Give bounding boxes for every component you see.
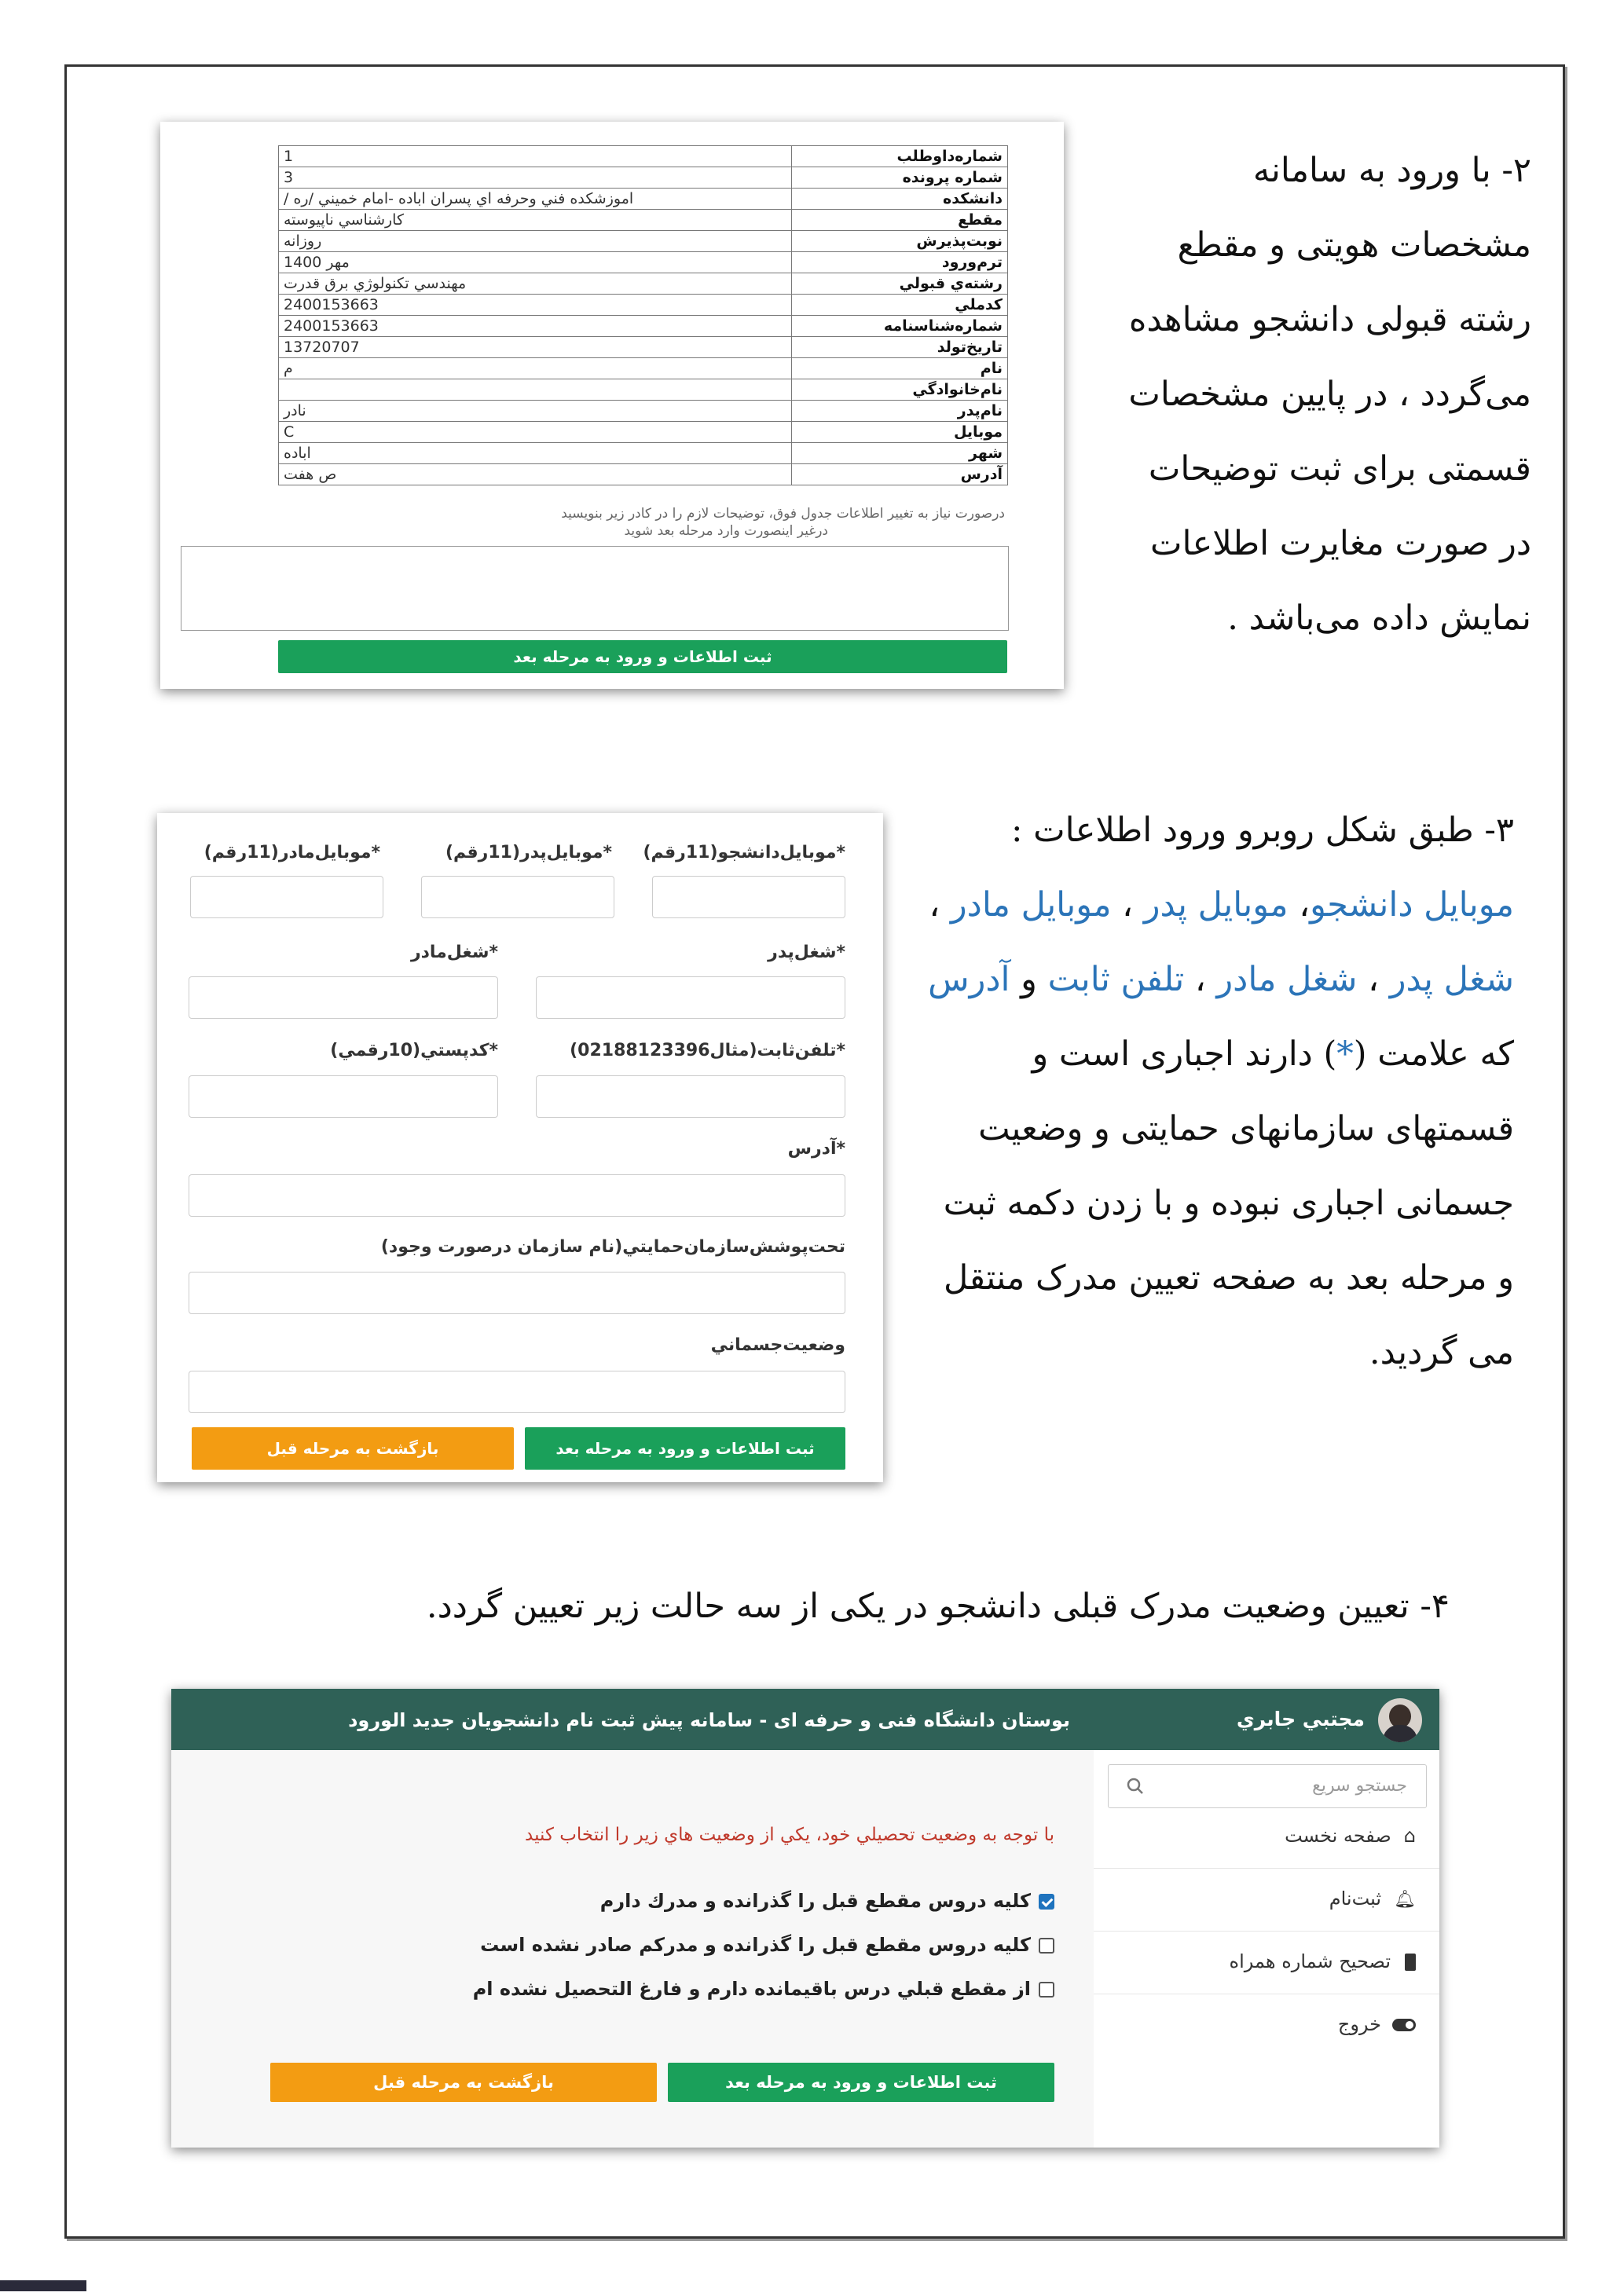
nav-item-register[interactable]	[1329, 1888, 1416, 1910]
phone-icon	[1405, 1954, 1416, 1971]
field-label: دانشکده	[792, 189, 1008, 210]
postal-code-label: *كدپستي(10رقمي)	[330, 1041, 498, 1060]
table-row	[279, 210, 1008, 231]
contact-form-screenshot	[157, 813, 883, 1482]
option-label: از مقطع قبلي درس باقيمانده دارم و فارغ التحصيل نشده ام	[472, 1978, 1031, 2000]
step3-paragraph	[928, 793, 1514, 1390]
option-completed-no-degree[interactable]	[480, 1934, 1054, 1956]
nav-label: صفحه نخست	[1285, 1825, 1391, 1847]
father-job-label: *شغل‌پدر	[768, 943, 845, 962]
table-row	[279, 422, 1008, 443]
step2-line: می‌گردد ، در پایین مشخصات	[1128, 375, 1531, 414]
field-value: ص هفت	[279, 464, 792, 485]
search-input[interactable]	[1108, 1764, 1427, 1808]
nav-item-fix-mobile[interactable]	[1230, 1950, 1416, 1972]
table-row	[279, 401, 1008, 422]
option-remaining-courses[interactable]	[473, 1978, 1054, 2000]
table-row	[279, 231, 1008, 252]
option-label: كليه دروس مقطع قبل را گذرانده و مدركم صادر نشده است	[480, 1934, 1031, 1956]
student-mobile-label: *موبايل‌دانشجو(11رقم)	[643, 843, 845, 862]
table-row	[279, 273, 1008, 295]
nav-label: ثبت‌نام	[1329, 1888, 1382, 1910]
field-value: م	[279, 358, 792, 379]
user-name: مجتبي جابري	[1236, 1708, 1365, 1730]
step3-line: و مرحله بعد به صفحه تعیین مدرک منتقل	[943, 1258, 1514, 1298]
step3-line: می گردید.	[1369, 1333, 1514, 1372]
back-button[interactable]: بازگشت به مرحله قبل	[270, 2063, 657, 2102]
nav-label: خروج	[1337, 2013, 1381, 2035]
mother-mobile-input[interactable]	[190, 876, 383, 918]
step3-line: که علامت (*) دارند اجباری است و	[1032, 1034, 1514, 1074]
field-label: مقطع	[792, 210, 1008, 231]
step2-line: ۲- با ورود به سامانه	[1252, 151, 1531, 190]
field-label: شماره‌شناسنامه	[792, 316, 1008, 337]
father-job-highlight: شغل پدر	[1389, 960, 1514, 999]
sidebar	[1094, 1750, 1439, 2148]
back-button[interactable]: بازگشت به مرحله قبل	[192, 1427, 514, 1470]
nav-item-home[interactable]	[1285, 1825, 1416, 1847]
step2-line: نمایش داده می‌باشد .	[1227, 599, 1531, 638]
physical-status-label: وضعيت‌جسماني	[710, 1335, 845, 1355]
field-label: نام	[792, 358, 1008, 379]
table-row	[279, 167, 1008, 189]
field-value: C	[279, 422, 792, 443]
mother-job-highlight: شغل مادر	[1216, 960, 1358, 999]
table-row	[279, 316, 1008, 337]
degree-status-screenshot	[171, 1689, 1439, 2148]
change-note-2: درغیر اینصورت وارد مرحله بعد شوید	[624, 523, 828, 539]
field-value: كارشناسي ناپيوسته	[279, 210, 792, 231]
step2-line: در صورت مغایرت اطلاعات	[1149, 524, 1531, 563]
app-title: بوستان دانشگاه فنی و حرفه ای - سامانه پیش ثبت نام دانشجویان جدید الورود	[348, 1709, 1070, 1731]
father-mobile-input[interactable]	[421, 876, 614, 918]
step4-heading: ۴- تعیین وضعیت مدرک قبلی دانشجو در یکی از سه حالت زیر تعیین گردد.	[426, 1587, 1450, 1626]
nav-label: تصحيح شماره همراه	[1229, 1950, 1391, 1972]
field-label: كدملي	[792, 295, 1008, 316]
support-org-input[interactable]	[189, 1272, 845, 1314]
table-row	[279, 443, 1008, 464]
student-info-table	[278, 145, 1008, 485]
field-value: 3	[279, 167, 792, 189]
step3-line: قسمتهای سازمانهای حمایتی و وضعیت	[978, 1109, 1514, 1148]
table-row	[279, 189, 1008, 210]
submit-next-button[interactable]: ثبت اطلاعات و ورود به مرحله بعد	[278, 640, 1007, 673]
nav-item-logout[interactable]	[1338, 2013, 1416, 2035]
mother-mobile-highlight: موبایل مادر	[950, 885, 1112, 925]
field-label: موبايل	[792, 422, 1008, 443]
step2-line: رشته قبولی دانشجو مشاهده	[1128, 300, 1531, 339]
nav-divider	[1094, 1868, 1439, 1869]
field-label: شماره پرونده	[792, 167, 1008, 189]
field-value: اباده	[279, 443, 792, 464]
comment-textarea[interactable]	[181, 546, 1009, 631]
change-note: درصورت نیاز به تغییر اطلاعات جدول فوق، توضیحات لازم را در کادر زیر بنویسید	[561, 506, 1005, 522]
phone-input[interactable]	[536, 1075, 845, 1118]
field-value: 2400153663	[279, 316, 792, 337]
bell-icon: 🔔︎	[1394, 1890, 1416, 1910]
step3-line: جسمانی اجباری نبوده و با زدن دکمه ثبت	[943, 1184, 1514, 1223]
field-value	[279, 379, 792, 401]
field-label: شهر	[792, 443, 1008, 464]
home-icon: ⌂	[1403, 1825, 1416, 1847]
field-label: ترم‌ورود	[792, 252, 1008, 273]
field-value: 2400153663	[279, 295, 792, 316]
field-value: 13720707	[279, 337, 792, 358]
step3-line: ۳- طبق شکل روبرو ورود اطلاعات :	[1010, 811, 1514, 850]
table-row	[279, 379, 1008, 401]
father-mobile-label: *موبايل‌پدر(11رقم)	[445, 843, 612, 862]
mother-mobile-label: *موبايل‌مادر(11رقم)	[203, 843, 380, 862]
avatar	[1378, 1698, 1422, 1742]
nav-divider	[1094, 1931, 1439, 1932]
selection-prompt: با توجه به وضعيت تحصيلي خود، يكي از وضعيت هاي زير را انتخاب كنيد	[525, 1825, 1054, 1845]
father-job-input[interactable]	[536, 976, 845, 1019]
field-label: شماره‌داوطلب	[792, 146, 1008, 167]
checkbox-checked[interactable]	[1039, 1894, 1054, 1910]
field-value: نادر	[279, 401, 792, 422]
table-row	[279, 358, 1008, 379]
father-mobile-highlight: موبایل پدر	[1143, 885, 1289, 925]
submit-next-button[interactable]: ثبت اطلاعات و ورود به مرحله بعد	[525, 1427, 845, 1470]
option-label: كليه دروس مقطع قبل را گذرانده و مدرك دارم	[599, 1890, 1031, 1912]
postal-code-input[interactable]	[189, 1075, 498, 1118]
table-row	[279, 252, 1008, 273]
student-info-screenshot	[160, 122, 1064, 689]
step2-paragraph	[1128, 134, 1531, 656]
option-completed-with-degree[interactable]	[600, 1890, 1054, 1912]
toggle-icon	[1392, 2019, 1416, 2031]
phone-highlight: تلفن ثابت	[1047, 960, 1185, 999]
search-icon	[1126, 1777, 1145, 1796]
field-value: 1	[279, 146, 792, 167]
step2-line: قسمتی برای ثبت توضیحات	[1148, 449, 1531, 489]
footer-logo-strip	[0, 2280, 86, 2291]
student-mobile-input[interactable]	[652, 876, 845, 918]
field-label: تاريخ‌تولد	[792, 337, 1008, 358]
address-highlight: آدرس	[928, 960, 1010, 999]
address-input[interactable]	[189, 1174, 845, 1217]
table-row	[279, 464, 1008, 485]
student-mobile-highlight: موبایل دانشجو	[1310, 885, 1514, 925]
field-label: نام‌خانوادگي	[792, 379, 1008, 401]
search-placeholder: جستجو سريع	[1312, 1776, 1407, 1796]
submit-next-button[interactable]: ثبت اطلاعات و ورود به مرحله بعد	[668, 2063, 1054, 2102]
step3-line: شغل پدر ، شغل مادر ، تلفن ثابت و آدرس	[928, 960, 1514, 999]
physical-status-input[interactable]	[189, 1371, 845, 1413]
main-content	[171, 1750, 1094, 2148]
address-label: *آدرس	[787, 1139, 845, 1159]
step2-line: مشخصات هویتی و مقطع	[1177, 225, 1531, 265]
checkbox[interactable]	[1039, 1982, 1054, 1998]
field-value: روزانه	[279, 231, 792, 252]
field-label: نوبت‌پذيرش	[792, 231, 1008, 252]
step3-line: موبایل دانشجو، موبایل پدر ، موبایل مادر ،	[929, 885, 1514, 925]
app-header	[171, 1689, 1439, 1750]
field-value: مهندسي تكنولوژي برق قدرت	[279, 273, 792, 295]
table-row	[279, 295, 1008, 316]
field-value: اموزشکده فني وحرفه اي پسران اباده -امام خميني /ره /	[279, 189, 792, 210]
checkbox[interactable]	[1039, 1938, 1054, 1954]
field-label: رشته‌ي قبولي	[792, 273, 1008, 295]
mother-job-label: *شغل‌مادر	[410, 943, 498, 962]
field-label: آدرس	[792, 464, 1008, 485]
phone-label: *تلفن‌ثابت(مثال02188123396)	[570, 1041, 845, 1060]
field-label: نام‌پدر	[792, 401, 1008, 422]
mother-job-input[interactable]	[189, 976, 498, 1019]
field-value: مهر 1400	[279, 252, 792, 273]
table-row	[279, 337, 1008, 358]
table-row	[279, 146, 1008, 167]
support-org-label: تحت‌پوشش‌سازمان‌حمايتي(نام سازمان درصورت وجود)	[380, 1237, 845, 1257]
